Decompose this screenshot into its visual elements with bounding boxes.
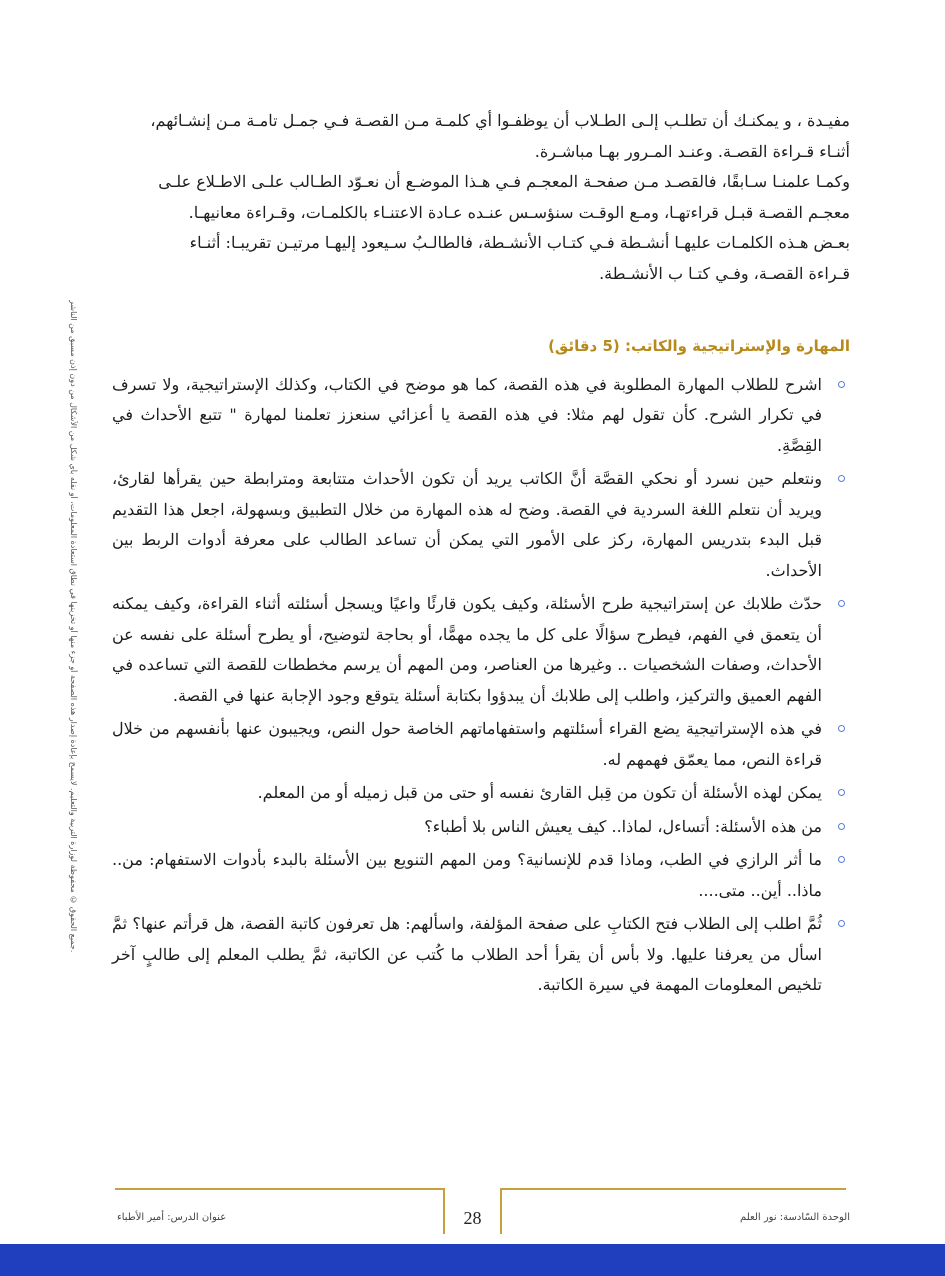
bullet-icon xyxy=(838,789,845,796)
list-item-text: في هذه الإستراتيجية يضع القراء أسئلتهم واستفهاماتهم الخاصة حول النص، ويجيبون عنها بأنفسهم من خلال قراءة النص، مما يعمّق فهمهم له. xyxy=(112,719,822,769)
bullet-icon xyxy=(838,920,845,927)
page-number: 28 xyxy=(463,1208,482,1228)
copyright-note: جميع الحقوق © محفوظة لوزارة التربية والتعليم. لايسمح بإعادة إصدار هذه الصفحة أو جزء منها أو تخزينها في نطاق استعادة المعلومات، أو نقله بأي شكل من الأشكال من دون إذن مسبق من الناشر. xyxy=(69,300,78,953)
bullet-icon xyxy=(838,475,845,482)
list-item xyxy=(112,812,850,843)
bullet-icon xyxy=(838,823,845,830)
list-item xyxy=(112,370,850,462)
list-item-text: اشرح للطلاب المهارة المطلوبة في هذه القصة، كما هو موضح في الكتاب، وكذلك الإستراتيجية، ولا تسرف في تكرار الشرح. كأن تقول لهم مثلا: في هذه القصة يا أعزائي سنعزز تعلمنا لمهارة " تتبع الأحداث في القِصَّةِ. xyxy=(112,374,822,455)
list-item xyxy=(112,778,850,809)
list-item xyxy=(112,464,850,586)
intro-line: وكمـا علمنـا سـابقًا، فالقصـد مـن صفحـة المعجـم فـي هـذا الموضـع أن نعـوّد الطـالب علـى الاطـلاع علـى xyxy=(158,172,850,191)
list-item-text: من هذه الأسئلة: أتساءل، لماذا.. كيف يعيش الناس بلا أطباء؟ xyxy=(424,816,822,836)
intro-line: قـراءة القصـة، وفـي كتـا ب الأنشـطة. xyxy=(599,263,850,283)
list-item-text: يمكن لهذه الأسئلة أن تكون من قِبل القارئ نفسه أو حتى من قبل زميله أو من المعلم. xyxy=(257,783,822,802)
list-item-text: ونتعلم حين نسرد أو نحكي القصَّة أنَّ الكاتب يريد أن تكون الأحداث متتابعة ومترابطة حين يقرأها لقارئ، ويريد أن نتعلم اللغة السردية في القصة. وضح له هذه المهارة من خلال التطبيق وبسهولة، اجعل هذا التقديم قبل البدء بتدريس المهارة، ركز على الأمور التي يمكن أن تساعد الطالب على معرفة أدوات الربط بين الأحداث. xyxy=(112,469,822,580)
bullet-icon xyxy=(838,600,845,607)
intro-line: معجـم القصـة قبـل قراءتهـا، ومـع الوقـت سنؤسـس عنـده عـادة الاعتنـاء بالكلمـات، وقـراءة معانيهـا. xyxy=(188,202,850,222)
section-heading: المهارة والإستراتيجية والكاتب: (5 دقائق) xyxy=(548,337,850,355)
list-item xyxy=(112,589,850,711)
page-content xyxy=(112,106,850,1004)
intro-line: بعـض هـذه الكلمـات عليهـا أنشـطة فـي كتـاب الأنشـطة، فالطالـبُ سـيعود إليهـا مرتيـن تقريبـا: أثنـاء xyxy=(189,233,850,252)
list-item-text: ثُمَّ اطلب إلى الطلاب فتح الكتابِ على صفحة المؤلفة، واسألهم: هل تعرفون كاتبة القصة، هل قرأتم عنها؟ ثمَّ اسأل من يعرفنا عليها. ولا بأس أن يقرأ أحد الطلاب ما كُتب عن الكاتبة، ثمَّ يطلب المعلم إلى طالبٍ آخر تلخيص المعلومات المهمة في سيرة الكاتبة. xyxy=(112,914,823,994)
unit-title: الوحدة السّادسة: نور العلم xyxy=(740,1212,850,1223)
footer-divider-left xyxy=(115,1188,445,1190)
bottom-band xyxy=(0,1244,945,1276)
lesson-title: عنوان الدرس: أمير الأطباء xyxy=(117,1212,227,1223)
list-item-text: ما أثر الرازي في الطب، وماذا قدم للإنسانية؟ ومن المهم التنويع بين الأسئلة بالبدء بأدوات الاستفهام: من.. ماذا.. أين.. متى.... xyxy=(112,850,822,900)
list-item xyxy=(112,845,850,906)
intro-line: أثنـاء قـراءة القصـة. وعنـد المـرور بهـا مباشـرة. xyxy=(534,141,850,161)
intro-line: مفيـدة ، و يمكنـك أن تطلـب إلـى الطـلاب أن يوظفـوا أي كلمـة مـن القصـة فـي جمـل تامـة مـن إنشـائهم، xyxy=(150,111,850,130)
bullet-icon xyxy=(838,856,845,863)
bullet-icon xyxy=(838,381,845,388)
bullet-list xyxy=(112,370,850,1001)
footer-divider-right xyxy=(500,1188,846,1190)
bullet-icon xyxy=(838,725,845,732)
list-item-text: حدّث طلابك عن إستراتيجية طرح الأسئلة، وكيف يكون قارئًا واعيًا ويسجل أسئلته أثناء القراءة، وكيف يمكنه أن يتعمق في الفهم، فيطرح سؤالًا على كل ما يجده مهمًّا، أو بحاجة لتوضيح، أو يطرح أسئلة على نفسه عن الأحداث، وصفات الشخصيات .. وغيرها من العناصر، ومن المهم أن يرسم مخططات للقصة التي تساعده في الفهم العميق والتركيز، واطلب إلى طلابك أن يبدؤوا بكتابة أسئلة يتوقع وجود الإجابة عنها في القصة. xyxy=(112,594,822,705)
list-item xyxy=(112,714,850,775)
list-item xyxy=(112,909,850,1001)
intro-paragraph xyxy=(112,106,850,289)
